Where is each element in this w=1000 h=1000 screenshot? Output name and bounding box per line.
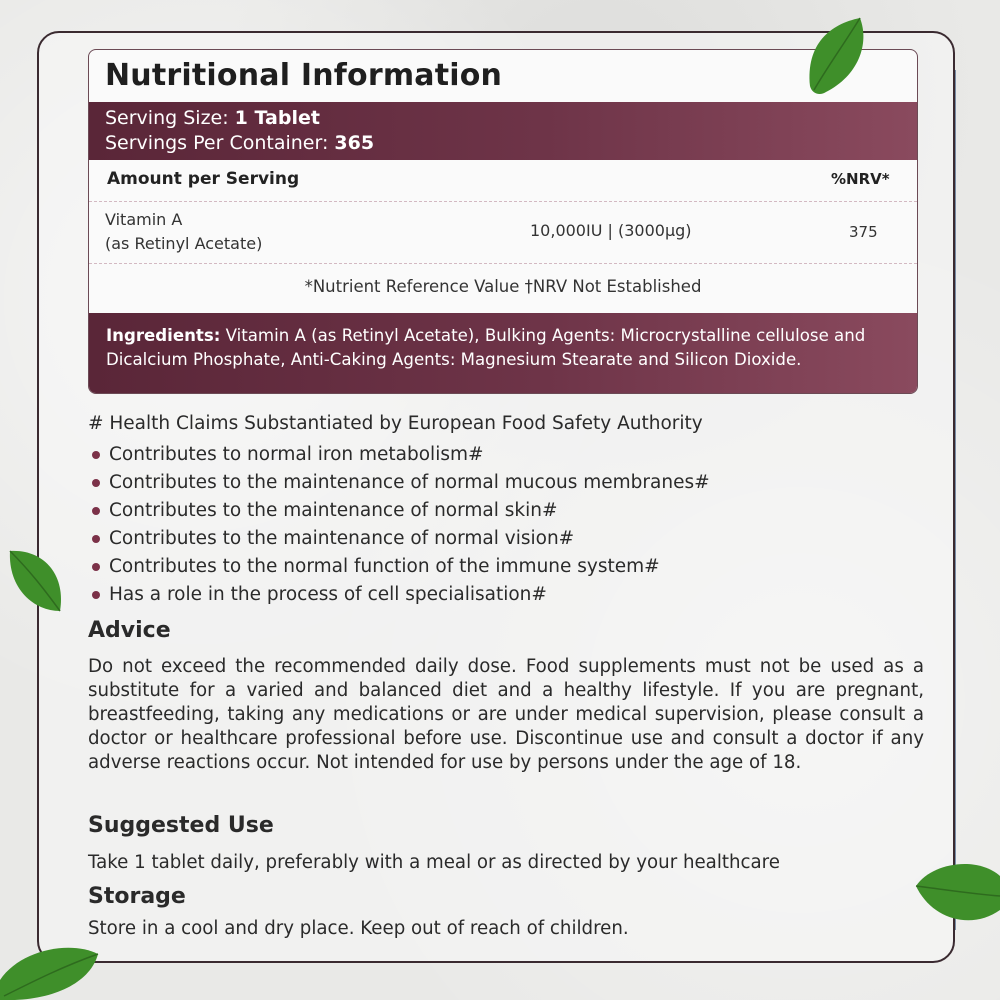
claims-list — [88, 441, 710, 609]
claim-text: Contributes to the maintenance of normal mucous membranes# — [109, 472, 710, 493]
advice-text: Do not exceed the recommended daily dose. Food supplements must not be used as a substitute for a varied and balanced diet and a healthy lifestyle. If you are pregnant, breastfeeding, taking any medications or are under medical supervision, please consult a doctor or healthcare professional before use. Discontinue use and consult a doctor if any adverse reactions occur. Not intended for use by persons under the age of 18. — [88, 656, 924, 773]
advice-heading: Advice — [88, 618, 171, 643]
ingredients-text: Vitamin A (as Retinyl Acetate), Bulking Agents: Microcrystalline cellulose and Dicalcium Phosphate, Anti-Caking Agents: Magnesium Stearate and Silicon Dioxide. — [106, 326, 866, 369]
suggested-use-text: Take 1 tablet daily, preferably with a meal or as directed by your healthcare — [88, 852, 780, 873]
servings-per-container-value: 365 — [334, 132, 375, 154]
nutrient-amount: 10,000IU | (3000µg) — [530, 221, 692, 240]
nutrient-nrv: 375 — [849, 223, 878, 241]
list-item — [88, 497, 710, 525]
servings-per-container — [105, 131, 901, 156]
bullet-icon — [92, 563, 100, 571]
serving-size-value: 1 Tablet — [234, 107, 320, 129]
servings-per-container-label: Servings Per Container: — [105, 132, 335, 154]
bullet-icon — [92, 479, 100, 487]
leaf-icon — [0, 940, 100, 1000]
list-item — [88, 525, 710, 553]
claim-text: Contributes to the maintenance of normal skin# — [109, 500, 558, 521]
claim-text: Contributes to the maintenance of normal vision# — [109, 528, 575, 549]
storage-text: Store in a cool and dry place. Keep out of reach of children. — [88, 918, 629, 939]
suggested-use-heading: Suggested Use — [88, 813, 274, 838]
nutrient-name-line1: Vitamin A — [105, 210, 183, 229]
amount-header: Amount per Serving — [107, 169, 300, 189]
claim-text: Contributes to the normal function of the immune system# — [109, 556, 660, 577]
nrv-header: %NRV* — [831, 170, 890, 188]
nutrition-panel — [88, 49, 918, 394]
bullet-icon — [92, 591, 100, 599]
nrv-footnote: *Nutrient Reference Value †NRV Not Established — [304, 277, 702, 296]
bullet-icon — [92, 507, 100, 515]
serving-info — [89, 102, 917, 160]
claims-heading: # Health Claims Substantiated by European Food Safety Authority — [88, 413, 703, 434]
storage-heading: Storage — [88, 884, 186, 909]
bullet-icon — [92, 535, 100, 543]
nutrient-name-line2: (as Retinyl Acetate) — [105, 234, 263, 253]
nutrient-row — [89, 202, 917, 264]
leaf-icon — [4, 545, 66, 615]
ingredients-label: Ingredients: — [106, 326, 221, 345]
leaf-icon — [912, 856, 1000, 928]
list-item — [88, 581, 710, 609]
list-item — [88, 469, 710, 497]
list-item — [88, 553, 710, 581]
serving-size-label: Serving Size: — [105, 107, 235, 129]
leaf-icon — [800, 14, 870, 98]
nutrient-name — [105, 208, 262, 256]
claim-text: Contributes to normal iron metabolism# — [109, 444, 484, 465]
ingredients — [89, 313, 917, 394]
panel-title: Nutritional Information — [105, 58, 503, 93]
serving-size — [105, 106, 901, 131]
bullet-icon — [92, 451, 100, 459]
amount-header-row — [89, 160, 917, 202]
list-item — [88, 441, 710, 469]
claim-text: Has a role in the process of cell specialisation# — [109, 584, 547, 605]
